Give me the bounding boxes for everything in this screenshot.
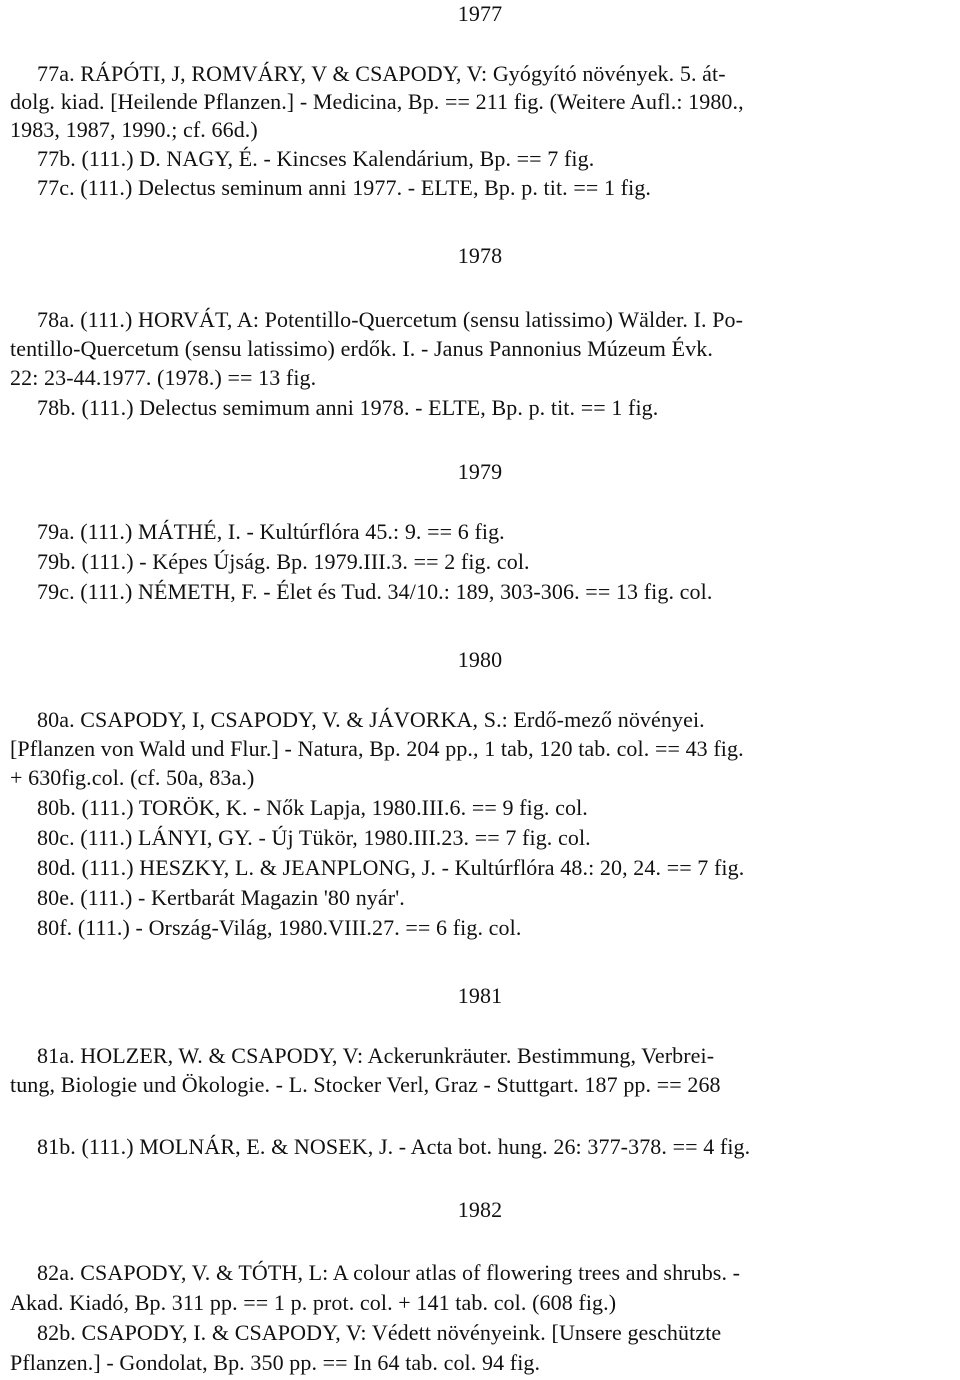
entry-77a-line-2: dolg. kiad. [Heilende Pflanzen.] - Medicina, Bp. == 211 fig. (Weitere Aufl.: 1980., [10, 89, 744, 114]
entry-78a-line-1: 78a. (111.) HORVÁT, A: Potentillo-Quercetum (sensu latissimo) Wälder. I. Po- [37, 307, 744, 332]
entry-79b: 79b. (111.) - Képes Újság. Bp. 1979.III.3. == 2 fig. col. [37, 549, 530, 574]
entry-81a-line-2: tung, Biologie und Ökologie. - L. Stocker Verl, Graz - Stuttgart. 187 pp. == 268 [10, 1072, 721, 1097]
entry-80a-line-1: 80a. CSAPODY, I, CSAPODY, V. & JÁVORKA, S.: Erdő-mező növényei. [37, 707, 705, 732]
entry-82b-line-2: Pflanzen.] - Gondolat, Bp. 350 pp. == In 64 tab. col. 94 fig. [10, 1350, 541, 1375]
year-heading-1977: 1977 [457, 1, 503, 26]
entry-80f: 80f. (111.) - Ország-Világ, 1980.VIII.27. == 6 fig. col. [37, 915, 522, 940]
entry-79c: 79c. (111.) NÉMETH, F. - Élet és Tud. 34/10.: 189, 303-306. == 13 fig. col. [37, 579, 713, 604]
entry-80d: 80d. (111.) HESZKY, L. & JEANPLONG, J. - Kultúrflóra 48.: 20, 24. == 7 fig. [37, 855, 745, 880]
entry-77c: 77c. (111.) Delectus seminum anni 1977. - ELTE, Bp. p. tit. == 1 fig. [37, 175, 652, 200]
year-heading-1979: 1979 [457, 459, 503, 484]
entry-78a-line-3: 22: 23-44.1977. (1978.) == 13 fig. [10, 365, 317, 390]
entry-82a-line-2: Akad. Kiadó, Bp. 311 pp. == 1 p. prot. col. + 141 tab. col. (608 fig.) [10, 1290, 617, 1315]
year-heading-1982: 1982 [457, 1197, 503, 1222]
entry-77a-line-1: 77a. RÁPÓTI, J, ROMVÁRY, V & CSAPODY, V: Gyógyító növények. 5. át- [37, 61, 726, 86]
entry-80a-line-2: [Pflanzen von Wald und Flur.] - Natura, Bp. 204 pp., 1 tab, 120 tab. col. == 43 fig. [10, 736, 744, 761]
entry-80b: 80b. (111.) TORÖK, K. - Nők Lapja, 1980.III.6. == 9 fig. col. [37, 795, 588, 820]
entry-82a-line-1: 82a. CSAPODY, V. & TÓTH, L: A colour atlas of flowering trees and shrubs. - [37, 1260, 741, 1285]
year-heading-1980: 1980 [457, 647, 503, 672]
entry-81a-line-1: 81a. HOLZER, W. & CSAPODY, V: Ackerunkräuter. Bestimmung, Verbrei- [37, 1043, 715, 1068]
year-heading-1978: 1978 [457, 243, 503, 268]
entry-78b: 78b. (111.) Delectus semimum anni 1978. - ELTE, Bp. p. tit. == 1 fig. [37, 395, 659, 420]
entry-80c: 80c. (111.) LÁNYI, GY. - Új Tükör, 1980.III.23. == 7 fig. col. [37, 825, 591, 850]
entry-78a-line-2: tentillo-Quercetum (sensu latissimo) erdők. I. - Janus Pannonius Múzeum Évk. [10, 336, 713, 361]
entry-80e: 80e. (111.) - Kertbarát Magazin '80 nyár'. [37, 885, 405, 910]
entry-79a: 79a. (111.) MÁTHÉ, I. - Kultúrflóra 45.: 9. == 6 fig. [37, 519, 505, 544]
entry-81b: 81b. (111.) MOLNÁR, E. & NOSEK, J. - Acta bot. hung. 26: 377-378. == 4 fig. [37, 1134, 751, 1159]
entry-82b-line-1: 82b. CSAPODY, I. & CSAPODY, V: Védett növényeink. [Unsere geschützte [37, 1320, 722, 1345]
entry-77b: 77b. (111.) D. NAGY, É. - Kincses Kalendárium, Bp. == 7 fig. [37, 146, 595, 171]
year-heading-1981: 1981 [457, 983, 503, 1008]
entry-80a-line-3: + 630fig.col. (cf. 50a, 83a.) [10, 765, 255, 790]
entry-77a-line-3: 1983, 1987, 1990.; cf. 66d.) [10, 117, 258, 142]
